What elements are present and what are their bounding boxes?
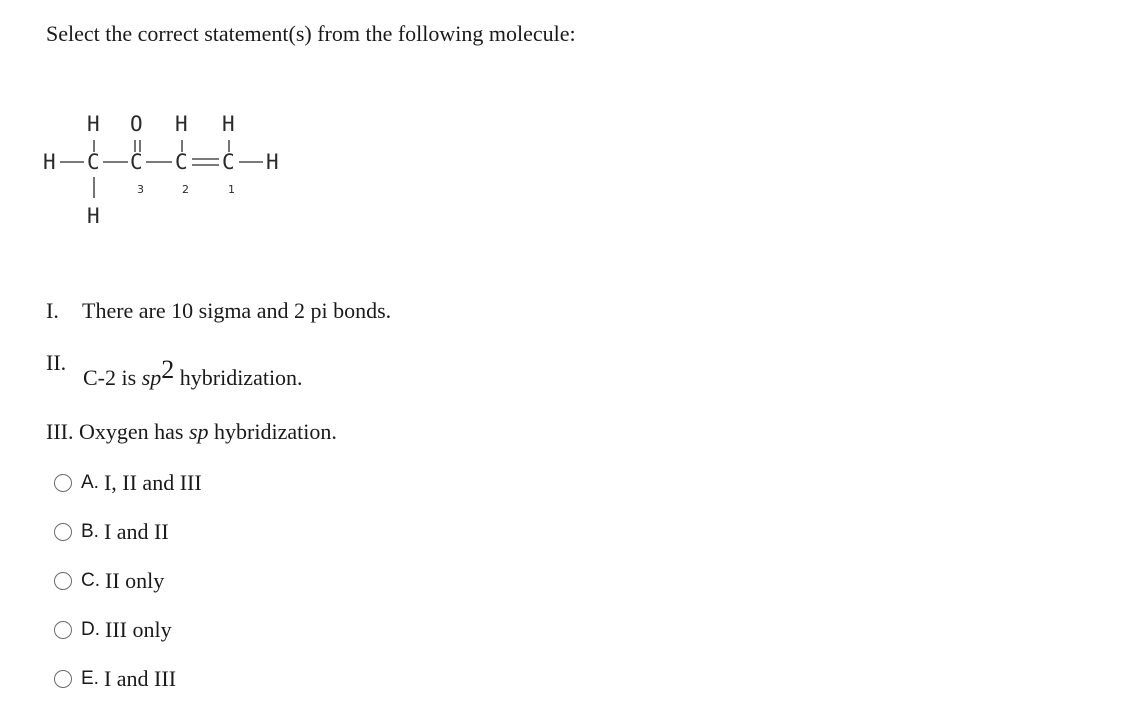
statement-1 (46, 297, 391, 325)
statement-3-prefix: III. Oxygen has (46, 419, 189, 444)
option-a[interactable] (54, 469, 202, 497)
question-prompt: Select the correct statement(s) from the following molecule: (46, 21, 576, 46)
statement-2-suffix: hybridization. (174, 365, 303, 390)
atom-c2: C (175, 150, 188, 174)
option-a-radio[interactable] (54, 474, 72, 492)
option-c-radio[interactable] (54, 572, 72, 590)
option-a-letter: A. (81, 472, 99, 493)
option-e[interactable] (54, 665, 176, 693)
statement-1-number: I. (46, 298, 59, 323)
option-d[interactable] (54, 616, 172, 644)
atom-right-h: H (266, 150, 279, 174)
atom-top-h3: H (222, 112, 235, 136)
statement-3-sp: sp (188, 419, 209, 444)
statement-2-sp: sp (141, 365, 162, 390)
atom-c1: C (222, 150, 235, 174)
atom-top-o: O (130, 112, 143, 136)
carbon-number-3: 3 (137, 183, 144, 196)
carbon-number-1: 1 (228, 183, 235, 196)
option-e-letter: E. (81, 668, 99, 689)
option-c-letter: C. (81, 570, 100, 591)
statement-1-text: There are 10 sigma and 2 pi bonds. (82, 298, 392, 323)
option-e-text: I and III (103, 666, 177, 691)
atom-left-h: H (43, 150, 56, 174)
option-a-text: I, II and III (103, 470, 202, 495)
statement-2-exponent: 2 (161, 355, 175, 384)
statement-2 (83, 355, 303, 392)
option-b-text: I and II (103, 519, 169, 544)
atom-bottom-h: H (87, 204, 100, 228)
option-d-radio[interactable] (54, 621, 72, 639)
option-b[interactable] (54, 518, 169, 546)
option-d-text: III only (105, 617, 172, 642)
option-c[interactable] (54, 567, 164, 595)
atom-top-h1: H (87, 112, 100, 136)
statement-2-number: II. (46, 350, 67, 375)
statement-3-suffix: hybridization. (208, 419, 337, 444)
option-b-letter: B. (81, 521, 99, 542)
option-c-text: II only (105, 568, 165, 593)
statement-2-prefix: C-2 is (83, 365, 142, 390)
option-d-letter: D. (81, 619, 100, 640)
carbon-number-2: 2 (182, 183, 189, 196)
atom-c3: C (130, 150, 143, 174)
atom-c-a: C (87, 150, 100, 174)
molecule-structure-diagram (40, 108, 300, 238)
option-e-radio[interactable] (54, 670, 72, 688)
atom-top-h2: H (175, 112, 188, 136)
statement-3 (46, 418, 337, 446)
option-b-radio[interactable] (54, 523, 72, 541)
